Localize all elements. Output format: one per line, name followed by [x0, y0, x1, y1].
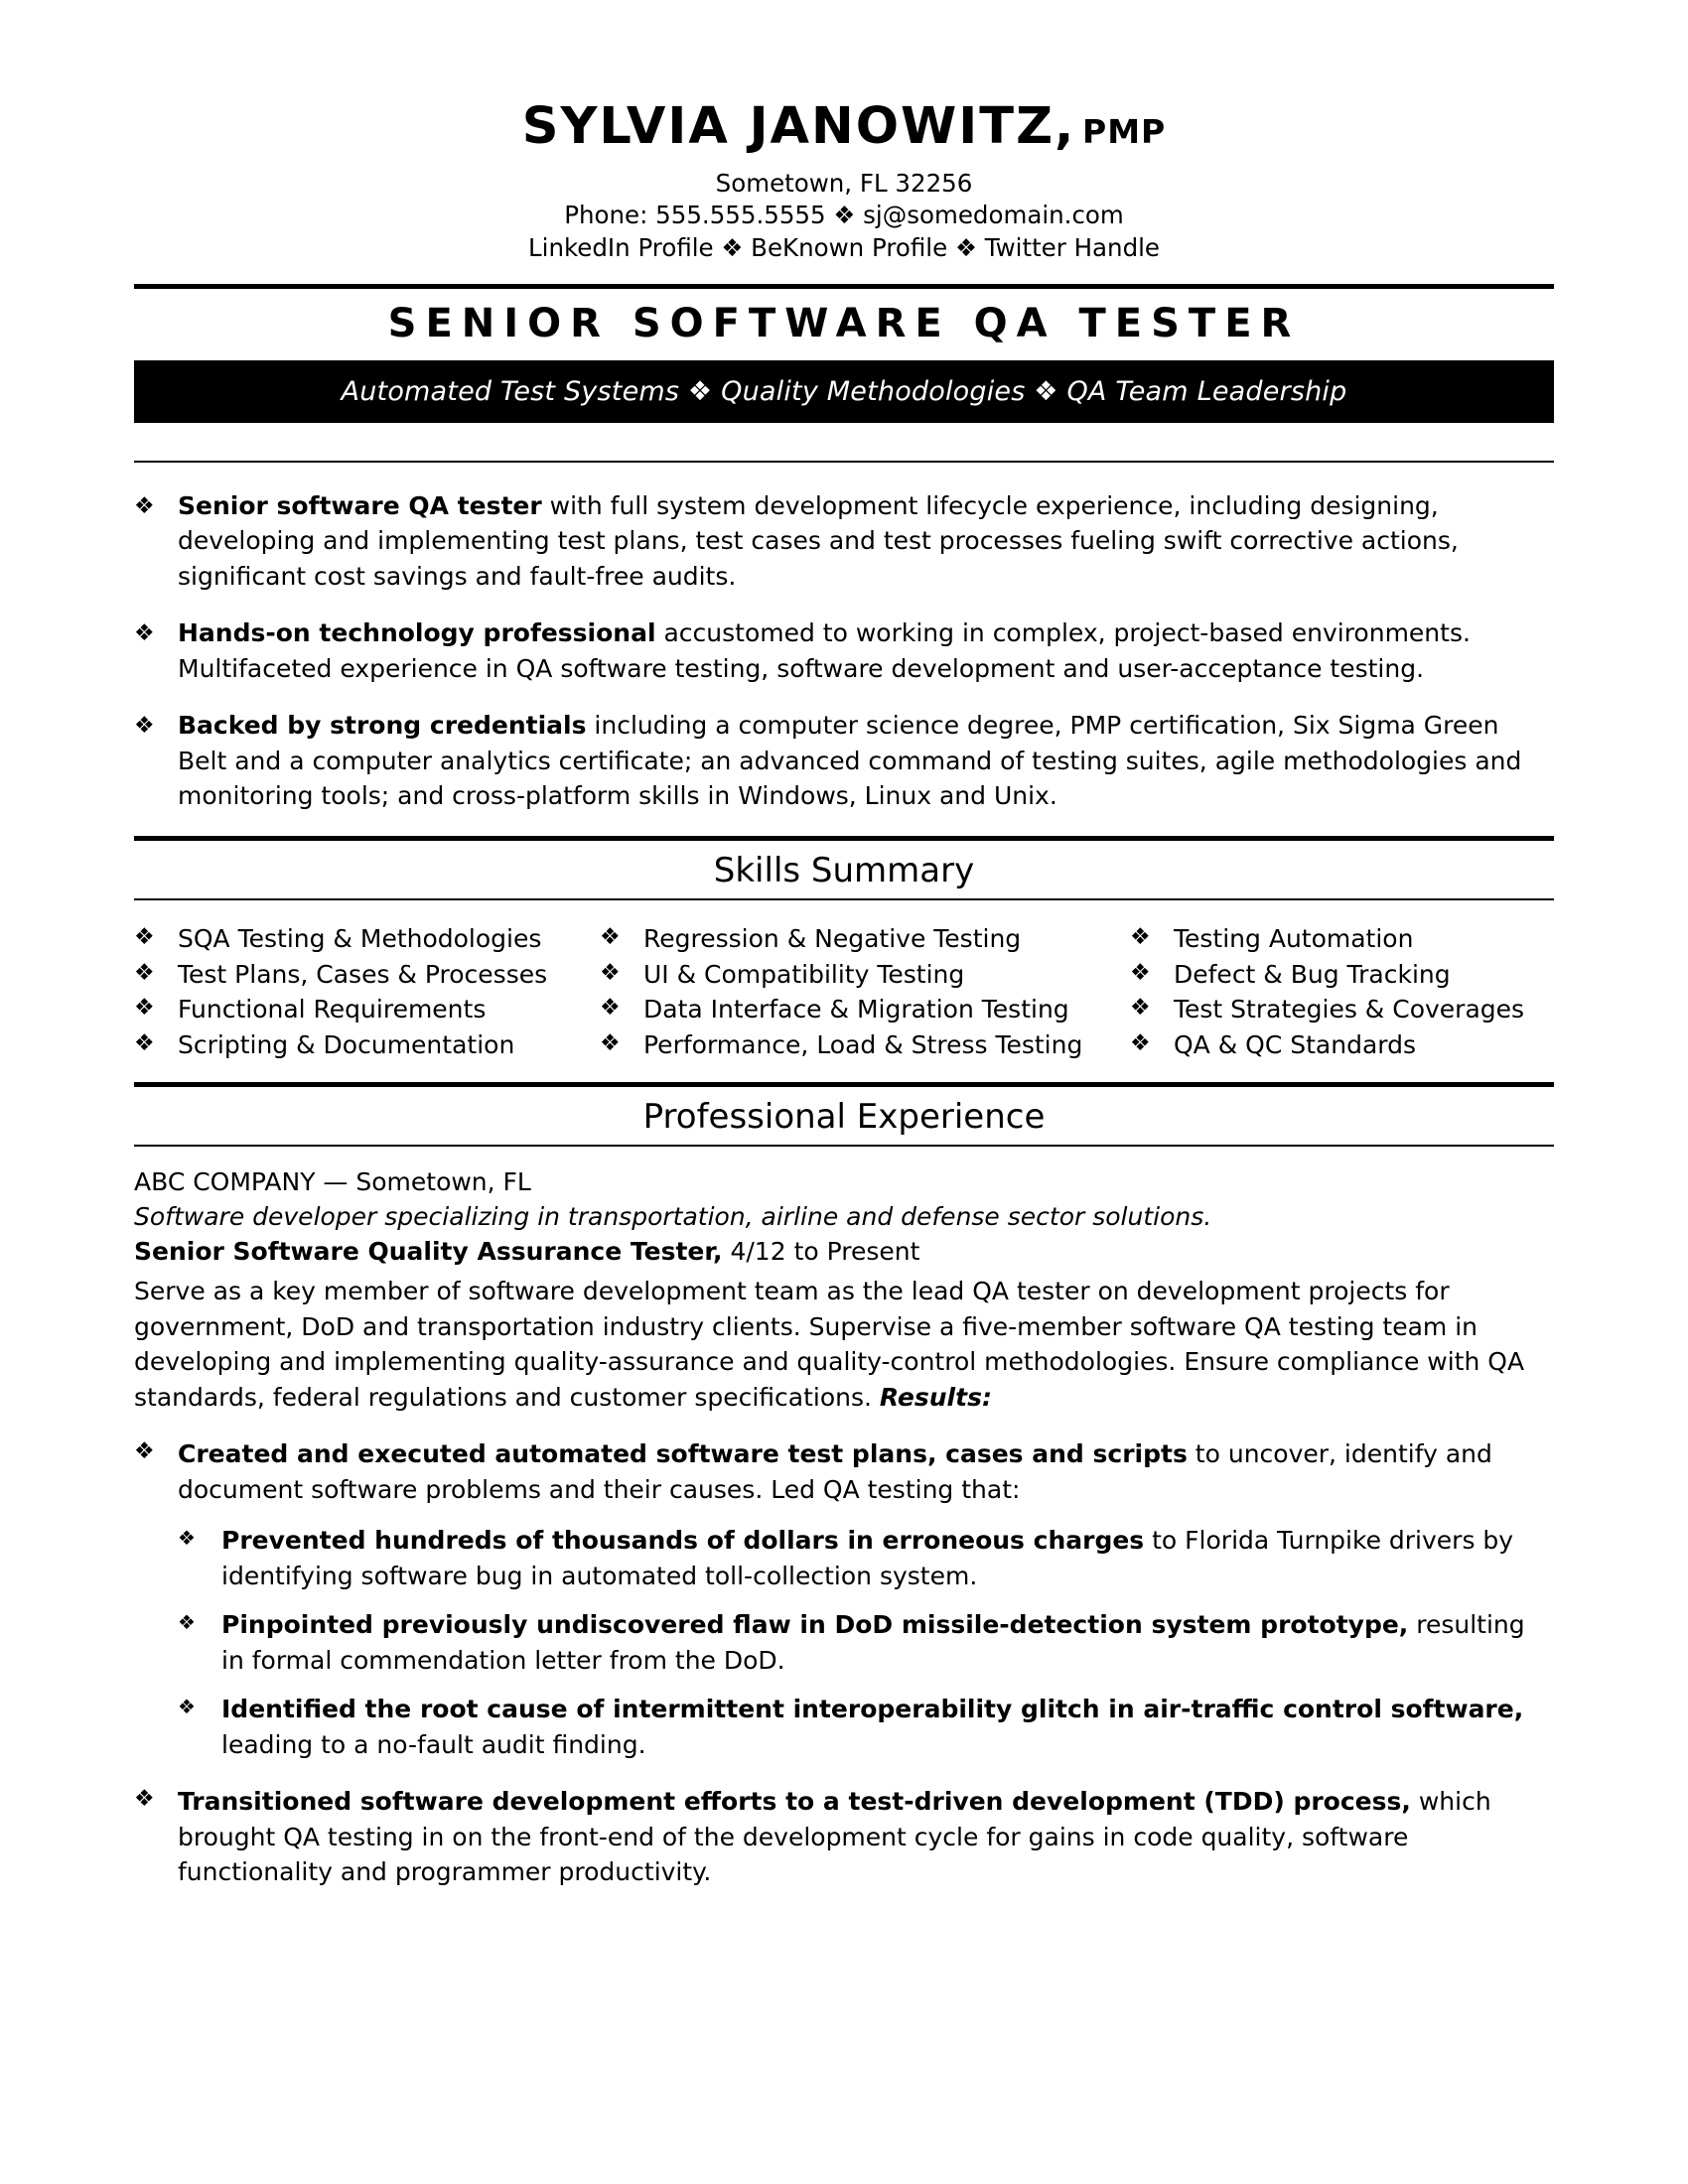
diamond-bullet-icon: ❖	[1130, 995, 1151, 1022]
summary-bullet-body: accustomed to working in complex, project-based environments. Multifaceted experience in QA software testing, software development and user-acceptance testing.	[178, 618, 1471, 683]
candidate-name	[134, 97, 1554, 156]
skill-item	[600, 993, 1116, 1026]
skill-label: Performance, Load & Stress Testing	[643, 1030, 1083, 1060]
skill-item	[134, 1028, 586, 1062]
skill-item	[134, 993, 586, 1026]
diamond-bullet-icon: ❖	[1130, 1030, 1151, 1057]
sub-achievement-item	[178, 1692, 1554, 1762]
diamond-bullet-icon: ❖	[1130, 959, 1151, 986]
summary-section	[134, 488, 1554, 814]
skill-label: QA & QC Standards	[1174, 1030, 1417, 1060]
diamond-bullet-icon: ❖	[134, 1438, 155, 1465]
achievement-body: to uncover, identify and document software problems and their causes. Led QA testing that:	[178, 1439, 1492, 1504]
skill-item	[1130, 993, 1540, 1026]
sub-achievement-body: resulting in formal commendation letter from the DoD.	[221, 1610, 1525, 1675]
skill-label: Regression & Negative Testing	[643, 923, 1022, 953]
achievements-list	[134, 1436, 1554, 1890]
experience-heading: Professional Experience	[642, 1096, 1046, 1137]
skill-item	[1130, 922, 1540, 956]
summary-bullet-lead: Senior software QA tester	[178, 490, 542, 520]
skill-item	[134, 958, 586, 992]
job-description-text: Serve as a key member of software development team as the lead QA tester on development projects for government, DoD and transportation industry clients. Supervise a five-member software QA testing team in developing and implementing quality-assurance and quality-control methodologies. Ensure compliance with QA standards, federal regulations and customer specifications.	[134, 1277, 1525, 1412]
skill-label: Test Strategies & Coverages	[1174, 995, 1525, 1024]
achievement-bullet	[134, 1436, 1554, 1507]
small-diamond-bullet-icon: ❖	[178, 1526, 196, 1551]
diamond-bullet-icon: ❖	[134, 995, 155, 1022]
skill-label: Defect & Bug Tracking	[1174, 959, 1451, 989]
achievement-text	[178, 1784, 1554, 1890]
experience-entry	[134, 1164, 1554, 1890]
summary-bullet-text	[178, 708, 1554, 814]
sub-achievement-text	[221, 1523, 1554, 1593]
summary-divider-top	[134, 461, 1554, 463]
skills-column	[600, 922, 1130, 1064]
skills-column	[134, 922, 600, 1064]
skills-divider-bottom	[134, 898, 1554, 900]
skill-label: Testing Automation	[1174, 923, 1414, 953]
sub-achievement-lead: Pinpointed previously undiscovered flaw in DoD missile-detection system prototype,	[221, 1610, 1409, 1640]
summary-bullet	[134, 488, 1554, 595]
candidate-name-text: SYLVIA JANOWITZ,	[521, 97, 1076, 156]
sub-achievement-text	[221, 1692, 1554, 1762]
job-description	[134, 1274, 1554, 1415]
skill-item	[600, 958, 1116, 992]
contact-phone-email: Phone: 555.555.5555 ❖ sj@somedomain.com	[564, 201, 1124, 230]
summary-bullet-text	[178, 615, 1554, 686]
summary-bullet-lead: Hands-on technology professional	[178, 618, 656, 648]
small-diamond-bullet-icon: ❖	[178, 1610, 196, 1635]
diamond-bullet-icon: ❖	[134, 620, 155, 647]
summary-bullet-body: including a computer science degree, PMP certification, Six Sigma Green Belt and a computer analytics certificate; an advanced command of testing suites, agile methodologies and monitoring tools; and cross-platform skills in Windows, Linux and Unix.	[178, 711, 1522, 811]
skill-label: Scripting & Documentation	[178, 1030, 515, 1060]
job-role-line	[134, 1234, 1554, 1270]
achievement-bullet	[134, 1784, 1554, 1890]
diamond-bullet-icon: ❖	[600, 959, 621, 986]
achievement-body: which brought QA testing in on the front-end of the development cycle for gains in code quality, software functionality and programmer productivity.	[178, 1787, 1491, 1887]
page-title: SENIOR SOFTWARE QA TESTER	[387, 300, 1301, 346]
diamond-bullet-icon: ❖	[600, 1030, 621, 1057]
diamond-bullet-icon: ❖	[134, 1030, 155, 1057]
sub-achievement-item	[178, 1523, 1554, 1593]
skill-label: Test Plans, Cases & Processes	[178, 959, 548, 989]
summary-bullet-lead: Backed by strong credentials	[178, 711, 587, 741]
sub-achievement-lead: Identified the root cause of intermittent interoperability glitch in air-traffic control software,	[221, 1695, 1524, 1724]
skills-column	[1130, 922, 1554, 1064]
employer-name: ABC COMPANY — Sometown, FL	[134, 1166, 531, 1196]
achievement-lead: Transitioned software development efforts to a test-driven development (TDD) process,	[178, 1787, 1411, 1817]
achievement-lead: Created and executed automated software test plans, cases and scripts	[178, 1439, 1188, 1469]
skill-item	[1130, 958, 1540, 992]
sub-achievements-list	[178, 1523, 1554, 1762]
sub-achievement-body: leading to a no-fault audit finding.	[221, 1729, 646, 1759]
candidate-credential: PMP	[1082, 112, 1167, 151]
achievement-text	[178, 1436, 1554, 1507]
skill-item	[600, 922, 1116, 956]
skill-label: SQA Testing & Methodologies	[178, 923, 542, 953]
summary-bullet	[134, 708, 1554, 814]
skill-item	[600, 1028, 1116, 1062]
diamond-bullet-icon: ❖	[134, 492, 155, 519]
diamond-bullet-icon: ❖	[1130, 923, 1151, 950]
summary-bullet-body: with full system development lifecycle experience, including designing, developing and implementing test plans, test cases and test processes fueling swift corrective actions, significant cost savings and fault-free audits.	[178, 490, 1459, 591]
skill-label: UI & Compatibility Testing	[643, 959, 965, 989]
job-role-dates: 4/12 to Present	[722, 1236, 920, 1266]
sub-achievement-text	[221, 1607, 1554, 1678]
tagline-banner: Automated Test Systems ❖ Quality Methodologies ❖ QA Team Leadership	[134, 362, 1554, 423]
diamond-bullet-icon: ❖	[134, 959, 155, 986]
skills-heading: Skills Summary	[713, 850, 975, 890]
diamond-bullet-icon: ❖	[134, 713, 155, 740]
sub-achievement-item	[178, 1607, 1554, 1678]
sub-achievement-body: to Florida Turnpike drivers by identifying software bug in automated toll-collection system.	[221, 1526, 1514, 1590]
sub-achievement-lead: Prevented hundreds of thousands of dollars in erroneous charges	[221, 1526, 1145, 1556]
job-role-title: Senior Software Quality Assurance Tester,	[134, 1236, 723, 1266]
summary-bullet	[134, 615, 1554, 686]
experience-divider-bottom	[134, 1145, 1554, 1147]
contact-location: Sometown, FL 32256	[715, 169, 973, 198]
skill-item	[134, 922, 586, 956]
diamond-bullet-icon: ❖	[134, 1786, 155, 1813]
results-label: Results:	[879, 1382, 992, 1412]
skill-label: Functional Requirements	[178, 995, 487, 1024]
contact-profiles: LinkedIn Profile ❖ BeKnown Profile ❖ Twitter Handle	[527, 232, 1161, 262]
diamond-bullet-icon: ❖	[600, 923, 621, 950]
summary-bullet-text	[178, 488, 1554, 595]
contact-block	[134, 168, 1554, 264]
diamond-bullet-icon: ❖	[600, 995, 621, 1022]
skill-label: Data Interface & Migration Testing	[643, 995, 1069, 1024]
employer-description: Software developer specializing in transportation, airline and defense sector solutions.	[134, 1201, 1212, 1231]
skill-item	[1130, 1028, 1540, 1062]
diamond-bullet-icon: ❖	[134, 923, 155, 950]
small-diamond-bullet-icon: ❖	[178, 1695, 196, 1719]
skills-columns	[134, 922, 1554, 1064]
